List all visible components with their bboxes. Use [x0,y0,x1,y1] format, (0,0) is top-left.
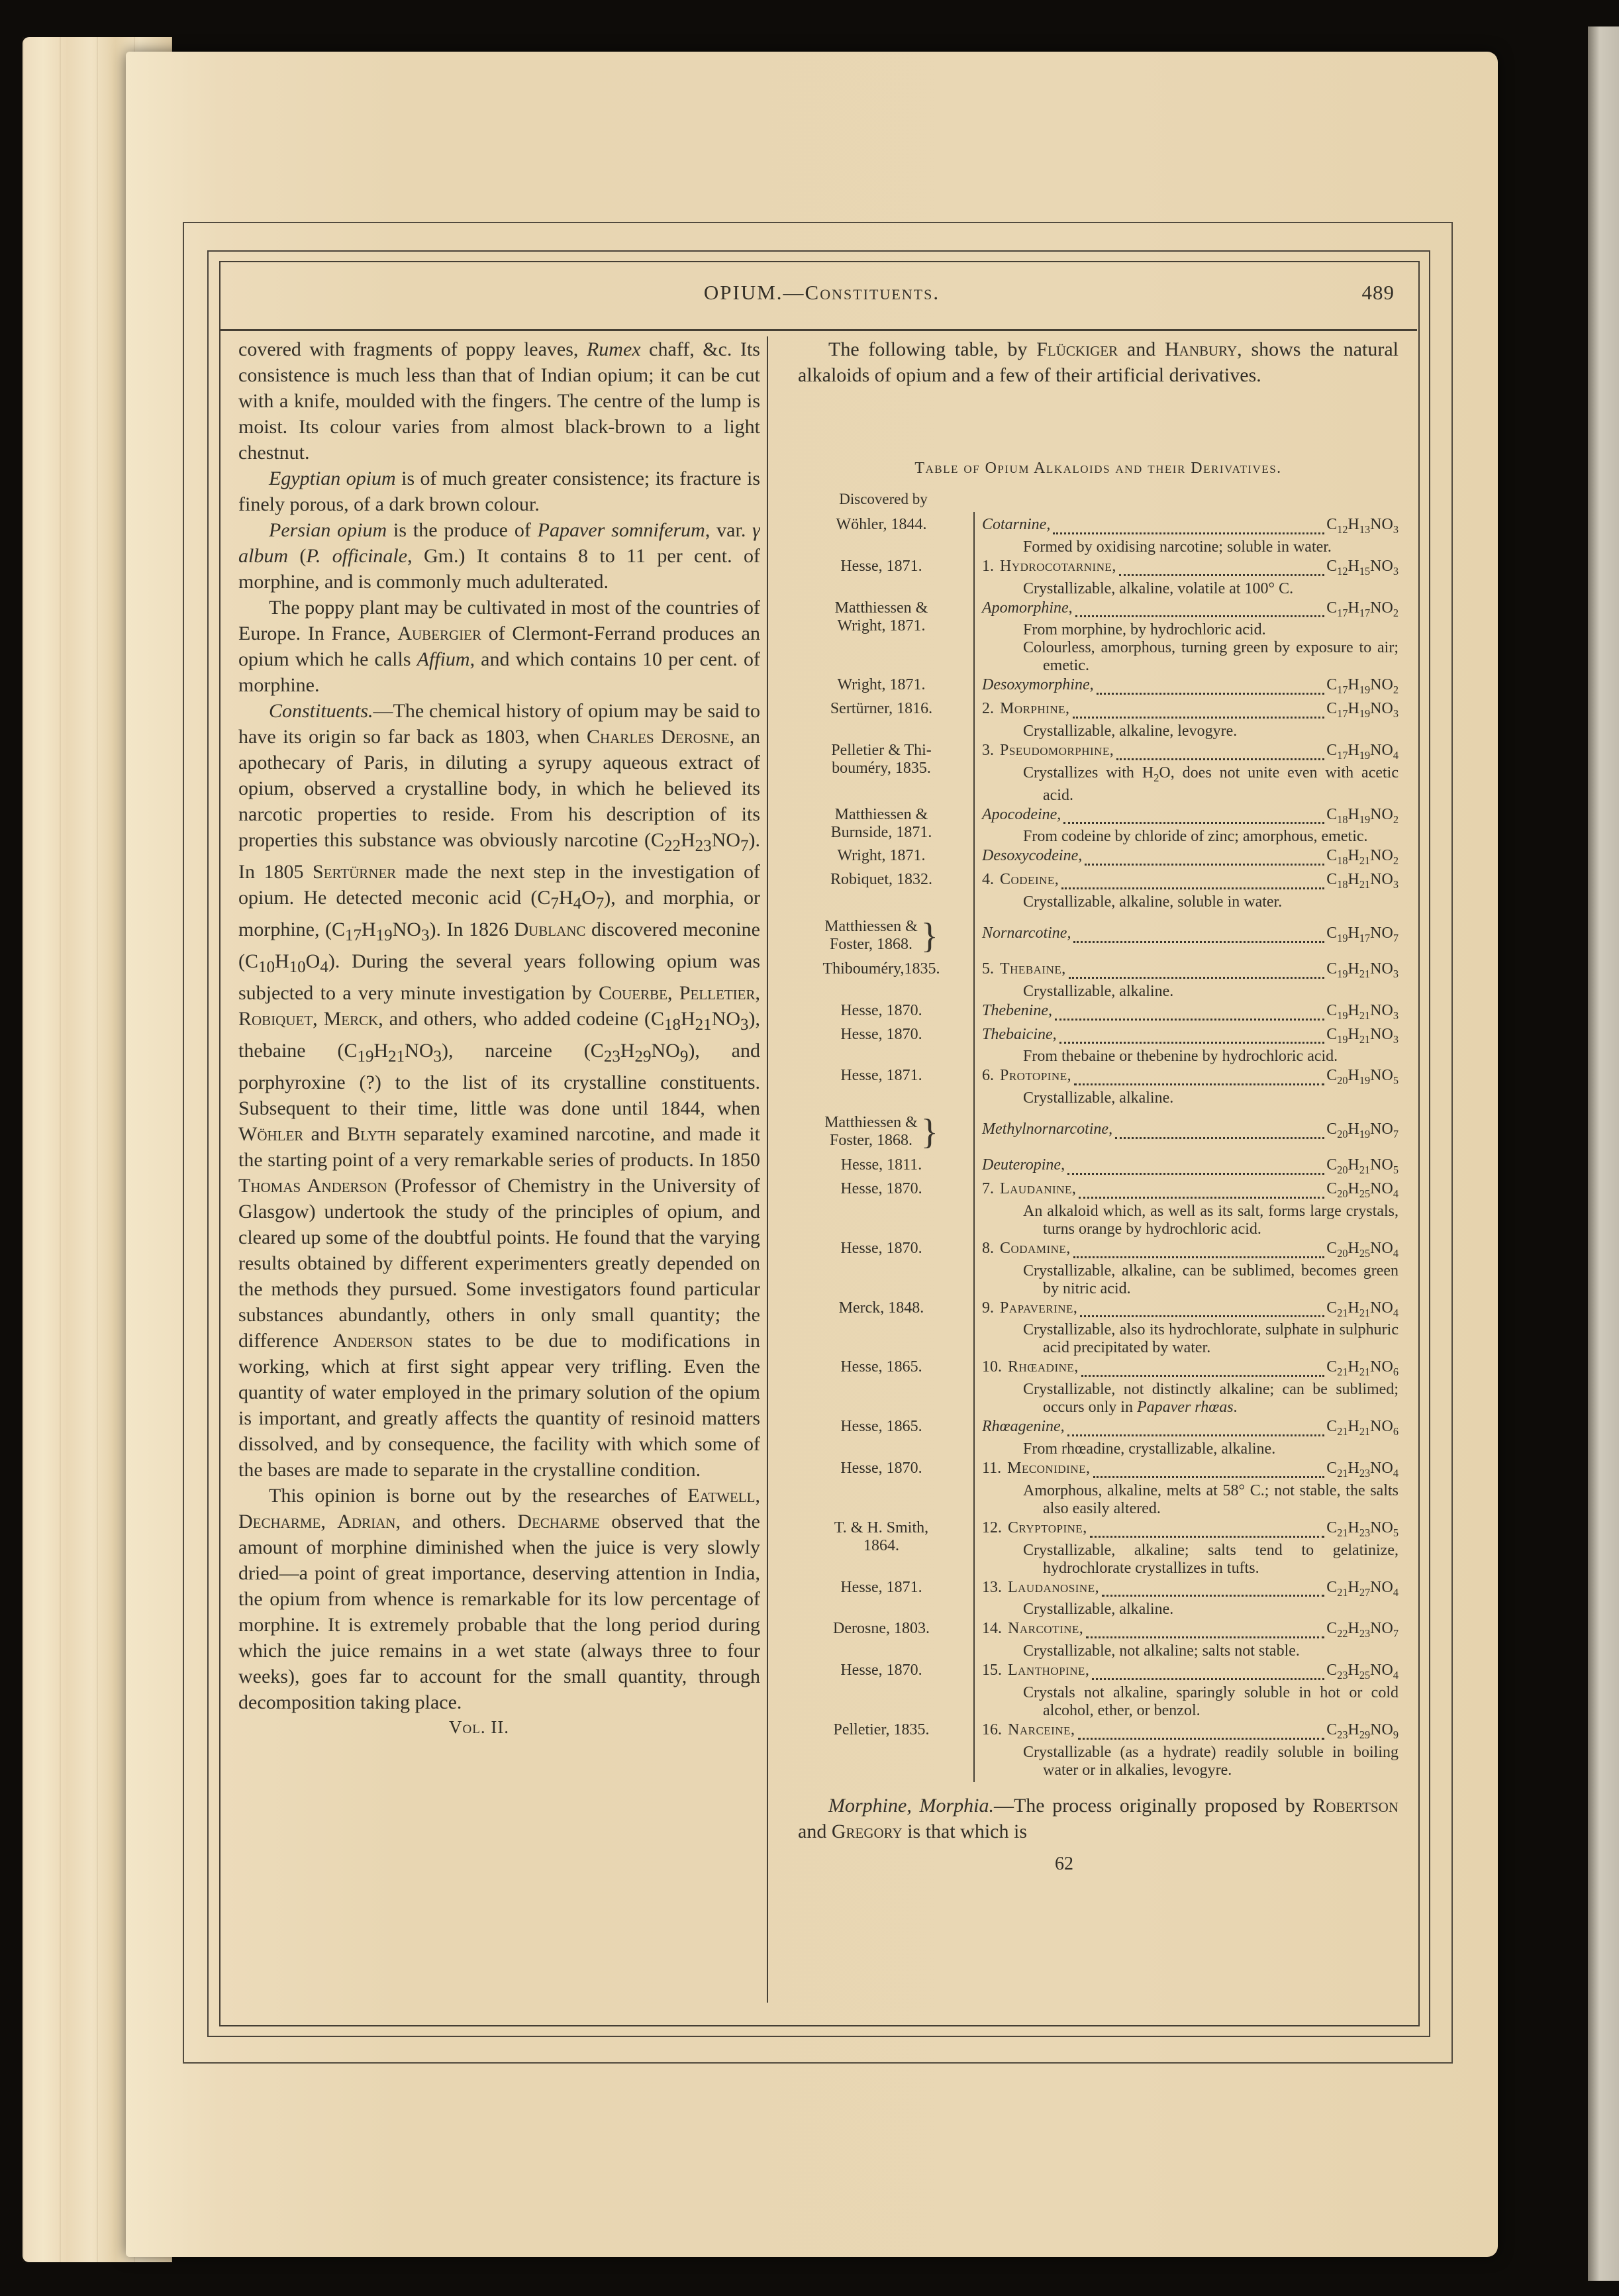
substance-name-line [982,676,1398,699]
substance-name: Narceine, [1008,1721,1075,1738]
discoverer-cell: Hesse, 1871. [840,557,922,575]
discoverer-cell: Hesse, 1870. [840,1179,922,1197]
alkaloid-row [798,1358,1398,1417]
page-number: 489 [1361,281,1395,304]
alkaloid-row [798,1579,1398,1619]
alkaloid-row [798,1114,1398,1150]
dot-leader [1053,532,1324,534]
substance-cell [982,1156,1398,1179]
substance-name: Meconidine, [1007,1459,1091,1477]
substance-cell [982,1299,1398,1358]
substance-cell [982,1579,1398,1619]
substance-name: Cryptopine, [1008,1519,1087,1536]
book-page [126,52,1498,2257]
chemical-formula: $C_{23}H_{29}NO_9$ [1326,1721,1398,1741]
substance-cell [982,1180,1398,1238]
substance-number: 4. [982,871,994,889]
discoverer-cell: Hesse, 1871. [840,1067,922,1085]
substance-name-line [982,1721,1398,1744]
chemical-formula: $C_{22}H_{23}NO_7$ [1326,1620,1398,1640]
discoverer-cell: Hesse, 1865. [840,1418,922,1436]
dot-leader [1097,693,1325,695]
substance-note: Crystals not alkaline, sparingly soluble in hot or cold alcohol, ether, or benzol. [1023,1683,1398,1719]
substance-cell [982,847,1398,870]
dot-leader [1061,887,1324,889]
substance-number: 5. [982,960,994,977]
dot-leader [1079,1197,1324,1199]
discoverer-cell: Wright, 1871. [837,847,926,865]
alkaloid-row [798,742,1398,805]
substance-name: Rhœadine, [1008,1358,1079,1376]
substance-number: 9. [982,1299,994,1317]
substance-number: 1. [982,557,994,575]
substance-cell [982,1721,1398,1779]
substance-cell [982,1460,1398,1518]
discoverer-cell: Merck, 1848. [838,1299,924,1317]
substance-name: Morphine, [1000,700,1070,718]
table-vertical-rule [973,512,975,1782]
substance-name: Protopine, [1000,1067,1072,1085]
discoverer-cell: Hesse, 1870. [840,1239,922,1257]
substance-name-line [982,1620,1398,1642]
discoverer-cell: Hesse, 1870. [840,1459,922,1477]
dot-leader [1116,758,1324,760]
alkaloid-row [798,1460,1398,1518]
alkaloid-row [798,960,1398,1001]
page-title: OPIUM.—Constituents. [703,281,940,304]
dot-leader [1086,1636,1324,1638]
substance-number: 15. [982,1662,1002,1679]
dot-leader [1090,1536,1324,1538]
substance-cell [982,1240,1398,1298]
substance-name: Desoxycodeine, [982,847,1083,865]
substance-note: Crystallizable (as a hydrate) readily soluble in boiling water or in alkalies, levogyre. [1023,1743,1398,1779]
running-head [245,281,1398,311]
substance-cell [982,676,1398,699]
dot-leader [1078,1738,1325,1740]
substance-name-line [982,1579,1398,1601]
dot-leader [1092,1678,1324,1680]
column-divider [767,336,768,2003]
volume-signature: Vol. II. [449,1717,510,1737]
alkaloid-row [798,1067,1398,1107]
substance-name-line [982,806,1398,828]
substance-name: Narcotine, [1008,1620,1084,1638]
alkaloid-row [798,1721,1398,1779]
substance-name: Laudanosine, [1008,1578,1100,1596]
alkaloid-row [798,1240,1398,1298]
substance-name-line [982,1240,1398,1262]
discoverer-cell: Pelletier, 1835. [833,1721,930,1738]
dot-leader [1055,1019,1324,1021]
paragraph: The poppy plant may be cultivated in most of the countries of Europe. In France, Aubergier of Clermont-Ferrand produces an opium which he calls Affium, and which contains 10 per cent. of morphine. [238,597,760,696]
chemical-formula: $C_{19}H_{17}NO_7$ [1326,924,1398,944]
dot-leader [1115,1137,1324,1139]
substance-name-line [982,1662,1398,1684]
substance-name-line [982,558,1398,580]
substance-note: Crystallizable, alkaline, volatile at 100° C. [1023,579,1294,597]
dot-leader [1067,1173,1324,1175]
substance-number: 3. [982,741,994,759]
substance-name-line [982,1002,1398,1024]
alkaloid-row [798,700,1398,740]
chemical-formula: $C_{18}H_{19}NO_2$ [1326,805,1398,826]
chemical-formula: $C_{17}H_{19}NO_4$ [1326,741,1398,762]
substance-note: Crystallizable, alkaline. [1023,1601,1174,1619]
dot-leader [1080,1315,1324,1317]
substance-note: Colourless, amorphous, turning green by exposure to air; emetic. [1023,639,1398,675]
chemical-formula: $C_{20}H_{25}NO_4$ [1326,1179,1398,1200]
substance-cell [982,924,1398,947]
dot-leader [1067,1434,1325,1436]
substance-name: Papaverine, [1000,1299,1078,1317]
chemical-formula: $C_{12}H_{15}NO_3$ [1326,557,1398,577]
substance-note: Crystallizable, alkaline. [1023,982,1174,1000]
alkaloid-row [798,1662,1398,1720]
discoverer-cell: Hesse, 1870. [840,1001,922,1019]
chemical-formula: $C_{21}H_{21}NO_6$ [1326,1418,1398,1438]
substance-cell [982,1026,1398,1066]
substance-note: Crystallizable, alkaline, soluble in water. [1023,893,1283,911]
substance-number: 16. [982,1721,1002,1738]
substance-name: Hydrocotarnine, [1000,557,1116,575]
discoverer-cell: Derosne, 1803. [833,1620,930,1638]
substance-name-line [982,1180,1398,1203]
discoverer-cell: Matthiessen & Foster, 1868. } [824,1112,938,1152]
dot-leader [1073,1256,1324,1258]
substance-number: 7. [982,1179,994,1197]
chemical-formula: $C_{21}H_{23}NO_5$ [1326,1519,1398,1539]
substance-name: Apocodeine, [982,805,1061,823]
chemical-formula: $C_{20}H_{19}NO_7$ [1326,1121,1398,1141]
table-intro: The following table, by Flückiger and Hanbury, shows the natural alkaloids of opium and a few of their artificial derivatives. [798,338,1398,386]
dot-leader [1069,977,1324,979]
dot-leader [1063,822,1324,824]
substance-note: Crystallizable, not alkaline; salts not stable. [1023,1642,1300,1660]
substance-name-line [982,847,1398,870]
substance-note: An alkaloid which, as well as its salt, forms large crystals, turns orange by hydrochloric acid. [1023,1202,1398,1238]
chemical-formula: $C_{19}H_{21}NO_3$ [1326,960,1398,980]
dot-leader [1075,615,1325,617]
substance-cell [982,1662,1398,1720]
alkaloid-row [798,1299,1398,1358]
substance-name: Nornarcotine, [982,924,1071,942]
substance-cell [982,1418,1398,1458]
alkaloid-row [798,1418,1398,1458]
discoverer-cell: Robiquet, 1832. [830,871,932,889]
alkaloid-row [798,806,1398,846]
substance-note: Amorphous, alkaline, melts at 58° C.; not stable, the salts also easily altered. [1023,1481,1398,1517]
substance-name-line [982,516,1398,538]
substance-name-line [982,700,1398,723]
paragraph: Constituents.—The chemical history of opium may be said to have its origin so far back as 1803, when Charles Derosne, an apothecary of Paris, in diluting a syrupy aqueous extract of opium, observed a crystalline body, in which he believed its narcotic properties to reside. From his description of its properties this substance was obviously narcotine $(C_{22}H_{23}NO_7)$. In 1805 Sertürner made the next step in the investigation of opium. He detected meconic acid $(C_7H_4O_7)$, and morphia, or morphine, $(C_{17}H_{19}NO_3)$. In 1826 Dublanc discovered meconine $(C_{10}H_{10}O_4)$. During the several years following opium was subjected to a very minute investigation by Couerbe, Pelletier, Robiquet, Merck, and others, who added codeine $(C_{18}H_{21}NO_3)$, thebaine $(C_{19}H_{21}NO_3)$, narceine $(C_{23}H_{29}NO_9)$, and porphyroxine (?) to the list of its crystalline constituents. Subsequent to their time, little was done until 1844, when Wöhler and Blyth separately examined narcotine, and made it the starting point of a very remarkable series of products. In 1850 Thomas Anderson (Professor of Chemistry in the University of Glasgow) undertook the study of the principles of opium, and cleared up some of the doubtful points. He found that the varying results obtained by different experimenters greatly depended on the methods they pursued. Some investigators found particular substances abundantly, others in only small quantity; the difference Anderson states to be due to modifications in working, which at first sight appear very trifling. Even the quantity of water employed in the primary solution of the opium is important, and greatly affects the quantity of resinoid matters dissolved, and by consequence, the facility with which some of the bases are made to separate in the crystalline condition. [238,700,760,1481]
substance-name: Codeine, [1000,871,1059,889]
substance-name-line [982,1299,1398,1322]
discoverer-cell: Matthiessen & Burnside, 1871. [830,805,932,841]
substance-name: Thebaicine, [982,1025,1057,1043]
discoverer-cell: Pelletier & Thi- bouméry, 1835. [831,741,932,777]
closing-paragraph: Morphine, Morphia.—The process originally proposed by Robertson and Gregory is that which is [798,1794,1398,1842]
paragraph: covered with fragments of poppy leaves, Rumex chaff, &c. Its consistence is much less than that of Indian opium; it can be cut with a knife, moulded with the fingers. The centre of the lump is moist. Its colour varies from almost black-brown to a light chestnut. [238,338,760,464]
substance-name: Thebaine, [1000,960,1066,977]
substance-name-line [982,1418,1398,1440]
brace-glyph: } [920,915,938,956]
substance-cell [982,1620,1398,1660]
substance-name-line [982,924,1398,947]
discoverer-cell: Hesse, 1811. [840,1156,922,1174]
brace-glyph: } [920,1112,938,1152]
substance-note: Formed by oxidising narcotine; soluble in water. [1023,538,1332,556]
alkaloid-row [798,558,1398,598]
substance-cell [982,599,1398,675]
substance-cell [982,700,1398,740]
substance-note: Crystallizable, alkaline, can be sublimed, becomes green by nitric acid. [1023,1262,1398,1297]
substance-note: Crystallizable, alkaline, levogyre. [1023,722,1238,740]
discoverer-cell: Wöhler, 1844. [836,516,927,533]
paragraph: This opinion is borne out by the researches of Eatwell, Decharme, Adrian, and others. Decharme observed that the amount of morphine diminished when the juice is very slowly dried—a point of great importance, deserving attention in India, the opium from whence is remarkable for its low percentage of morphine. It is extremely probable that the long period during which the juice remains in a wet state (always three to four weeks), goes far to account for the small quantity, through decomposition taking place. [238,1485,760,1713]
substance-name-line [982,1358,1398,1381]
dot-leader [1119,574,1324,576]
adjacent-page-edge [1588,26,1619,2281]
dot-leader [1073,717,1325,719]
substance-cell [982,742,1398,805]
alkaloid-row [798,1180,1398,1238]
discoverer-cell: Hesse, 1865. [840,1358,922,1376]
chemical-formula: $C_{23}H_{25}NO_4$ [1326,1662,1398,1681]
chemical-formula: $C_{20}H_{19}NO_5$ [1326,1067,1398,1087]
substance-note: Crystallizable, alkaline. [1023,1089,1174,1107]
substance-name: Desoxymorphine, [982,676,1094,694]
substance-cell [982,558,1398,598]
substance-name: Lanthopine, [1008,1662,1090,1679]
substance-name-line [982,871,1398,893]
discoverer-cell: Wright, 1871. [837,676,926,694]
dot-leader [1074,1083,1324,1085]
substance-number: 11. [982,1459,1002,1477]
alkaloid-row [798,1620,1398,1660]
substance-name: Laudanine, [1000,1179,1077,1197]
substance-note: Crystallizes with $H_2O$, does not unite even with acetic acid. [1023,764,1398,804]
alkaloid-row [798,516,1398,556]
substance-cell [982,806,1398,846]
dot-leader [1081,1375,1324,1377]
chemical-formula: $C_{20}H_{25}NO_4$ [1326,1239,1398,1260]
substance-name-line [982,960,1398,983]
dot-leader [1073,941,1324,943]
alkaloids-table [798,516,1398,1779]
substance-number: 6. [982,1067,994,1085]
substance-name: Deuteropine, [982,1156,1065,1174]
chemical-formula: $C_{18}H_{21}NO_2$ [1326,847,1398,868]
chemical-formula: $C_{19}H_{21}NO_3$ [1326,1025,1398,1046]
chemical-formula: $C_{21}H_{23}NO_4$ [1326,1459,1398,1479]
substance-name-line [982,1026,1398,1048]
alkaloid-row [798,871,1398,911]
table-caption: Table of Opium Alkaloids and their Derivatives. [914,460,1282,477]
substance-number: 2. [982,700,994,718]
discoverer-cell: Hesse, 1870. [840,1025,922,1043]
substance-number: 8. [982,1239,994,1257]
chemical-formula: $C_{21}H_{21}NO_6$ [1326,1358,1398,1379]
substance-cell [982,1067,1398,1107]
discovered-by-label: Discovered by [839,491,928,507]
substance-cell [982,871,1398,911]
substance-note: Crystallizable, alkaline; salts tend to gelatinize, hydrochlorate crystallizes in tufts. [1023,1541,1398,1577]
substance-note: From thebaine or thebenine by hydrochloric acid. [1023,1048,1338,1066]
substance-name: Rhœagenine, [982,1418,1065,1436]
discoverer-cell: Hesse, 1870. [840,1662,922,1679]
discoverer-cell: T. & H. Smith, 1864. [834,1519,929,1554]
substance-note: From rhœadine, crystallizable, alkaline. [1023,1440,1276,1458]
discoverer-cell: Thibouméry,1835. [822,960,940,977]
substance-name: Codamine, [1000,1239,1071,1257]
substance-name: Apomorphine, [982,599,1073,617]
chemical-formula: $C_{17}H_{17}NO_2$ [1326,599,1398,619]
alkaloid-row [798,1156,1398,1179]
alkaloid-row [798,676,1398,699]
substance-number: 14. [982,1620,1002,1638]
substance-cell [982,1358,1398,1417]
substance-cell [982,1121,1398,1143]
substance-name: Cotarnine, [982,516,1051,533]
chemical-formula: $C_{12}H_{13}NO_3$ [1326,516,1398,536]
substance-note: From codeine by chloride of zinc; amorphous, emetic. [1023,828,1368,846]
left-column [238,336,760,2032]
substance-name-line [982,599,1398,622]
discoverer-cell: Hesse, 1871. [840,1578,922,1596]
paragraph: Persian opium is the produce of Papaver somniferum, var. γ album (P. officinale, Gm.) It contains 8 to 11 per cent. of morphine, and is commonly much adulterated. [238,519,760,593]
substance-name: Thebenine, [982,1001,1052,1019]
substance-cell [982,960,1398,1001]
alkaloid-row [798,915,1398,956]
alkaloid-row [798,847,1398,870]
discoverer-cell: Matthiessen & Foster, 1868. } [824,915,938,956]
substance-name-line [982,1121,1398,1143]
alkaloid-row [798,1026,1398,1066]
substance-cell [982,1519,1398,1577]
header-rule [219,329,1417,331]
alkaloid-row [798,1002,1398,1024]
dot-leader [1093,1476,1325,1478]
substance-cell [982,1002,1398,1024]
substance-note: Crystallizable, also its hydrochlorate, sulphate in sulphuric acid precipitated by water. [1023,1321,1398,1357]
substance-cell [982,516,1398,556]
chemical-formula: $C_{21}H_{27}NO_4$ [1326,1578,1398,1599]
substance-name-line [982,1519,1398,1542]
dot-leader [1059,1042,1325,1044]
substance-number: 13. [982,1578,1002,1596]
chemical-formula: $C_{18}H_{21}NO_3$ [1326,871,1398,891]
sheet-number: 62 [1055,1853,1073,1874]
chemical-formula: $C_{17}H_{19}NO_2$ [1326,676,1398,697]
chemical-formula: $C_{21}H_{21}NO_4$ [1326,1299,1398,1319]
alkaloid-row [798,599,1398,675]
chemical-formula: $C_{20}H_{21}NO_5$ [1326,1156,1398,1176]
substance-name-line [982,1460,1398,1482]
chemical-formula: $C_{17}H_{19}NO_3$ [1326,700,1398,720]
substance-name: Pseudomorphine, [1000,741,1114,759]
discoverer-cell: Matthiessen & Wright, 1871. [834,599,928,634]
substance-note: Crystallizable, not distinctly alkaline; can be sublimed; occurs only in Papaver rhœas. [1023,1381,1398,1417]
chemical-formula: $C_{19}H_{21}NO_3$ [1326,1001,1398,1022]
alkaloid-row [798,1519,1398,1577]
substance-number: 10. [982,1358,1002,1376]
substance-name-line [982,1156,1398,1179]
substance-note: From morphine, by hydrochloric acid. [1023,621,1266,639]
dot-leader [1102,1595,1324,1597]
right-column [798,336,1398,2058]
substance-name-line [982,742,1398,764]
substance-number: 12. [982,1519,1002,1536]
dot-leader [1085,864,1324,866]
substance-name-line [982,1067,1398,1089]
paragraph: Egyptian opium is of much greater consistence; its fracture is finely porous, of a dark brown colour. [238,468,760,515]
substance-name: Methylnornarcotine, [982,1121,1113,1138]
discoverer-cell: Sertürner, 1816. [830,700,933,718]
